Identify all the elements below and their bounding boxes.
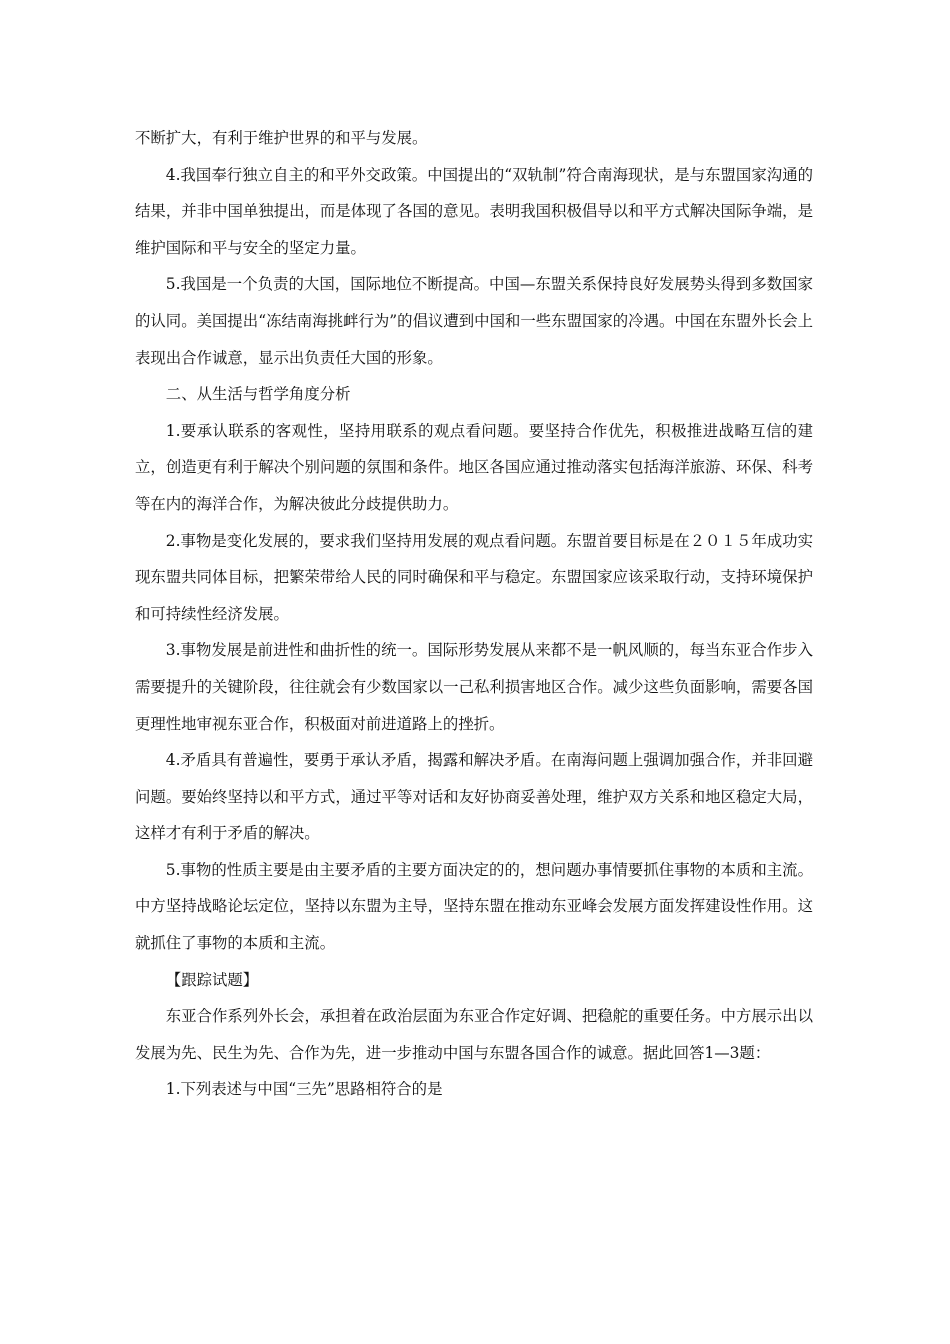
paragraph-philosophy-4: 4.矛盾具有普遍性，要勇于承认矛盾，揭露和解决矛盾。在南海问题上强调加强合作，并非回避问题。要始终坚持以和平方式，通过平等对话和友好协商妥善处理，维护双方关系和地区稳定大局，这样才有利于矛盾的解决。 xyxy=(135,751,813,843)
paragraph-philosophy-5: 5.事物的性质主要是由主要矛盾的主要方面决定的的，想问题办事情要抓住事物的本质和主流。中方坚持战略论坛定位，坚持以东盟为主导，坚持东盟在推动东亚峰会发展方面发挥建设性作用。这就抓住了事物的本质和主流。 xyxy=(135,860,813,953)
paragraph-philosophy-1: 1.要承认联系的客观性，坚持用联系的观点看问题。要坚持合作优先，积极推进战略互信的建立，创造更有利于解决个别问题的氛围和条件。地区各国应通过推动落实包括海洋旅游、环保、科考等在内的海洋合作，为解决彼此分歧提供助力。 xyxy=(135,421,813,513)
paragraph-philosophy-3: 3.事物发展是前进性和曲折性的统一。国际形势发展从来都不是一帆风顺的，每当东亚合作步入需要提升的关键阶段，往往就会有少数国家以一己私利损害地区合作。减少这些负面影响，需要各国更理性地审视东亚合作，积极面对前进道路上的挫折。 xyxy=(135,641,813,733)
practice-intro-paragraph: 东亚合作系列外长会，承担着在政治层面为东亚合作定好调、把稳舵的重要任务。中方展示出以发展为先、民生为先、合作为先，进一步推动中国与东盟各国合作的诚意。据此回答1—3题： xyxy=(135,1007,813,1062)
paragraph-continuation: 不断扩大，有利于维护世界的和平与发展。 xyxy=(135,129,428,147)
question-1: 1.下列表述与中国“三先”思路相符合的是 xyxy=(165,1080,443,1099)
section-heading-practice: 【跟踪试题】 xyxy=(165,970,259,989)
section-heading-philosophy: 二、从生活与哲学角度分析 xyxy=(165,385,351,404)
paragraph-point-5-responsible-power: 5.我国是一个负责的大国，国际地位不断提高。中国—东盟关系保持良好发展势头得到多数国家的认同。美国提出“冻结南海挑衅行为”的倡议遭到中国和一些东盟国家的冷遇。中国在东盟外长会上表现出合作诚意，显示出负责任大国的形象。 xyxy=(135,275,813,367)
paragraph-point-4-foreign-policy: 4.我国奉行独立自主的和平外交政策。中国提出的“双轨制”符合南海现状，是与东盟国家沟通的结果，并非中国单独提出，而是体现了各国的意见。表明我国积极倡导以和平方式解决国际争端，是维护国际和平与安全的坚定力量。 xyxy=(135,165,813,257)
paragraph-philosophy-2: 2.事物是变化发展的，要求我们坚持用发展的观点看问题。东盟首要目标是在２０１５年成功实现东盟共同体目标，把繁荣带给人民的同时确保和平与稳定。东盟国家应该采取行动，支持环境保护和可持续性经济发展。 xyxy=(135,531,813,623)
document-body xyxy=(135,120,813,1108)
